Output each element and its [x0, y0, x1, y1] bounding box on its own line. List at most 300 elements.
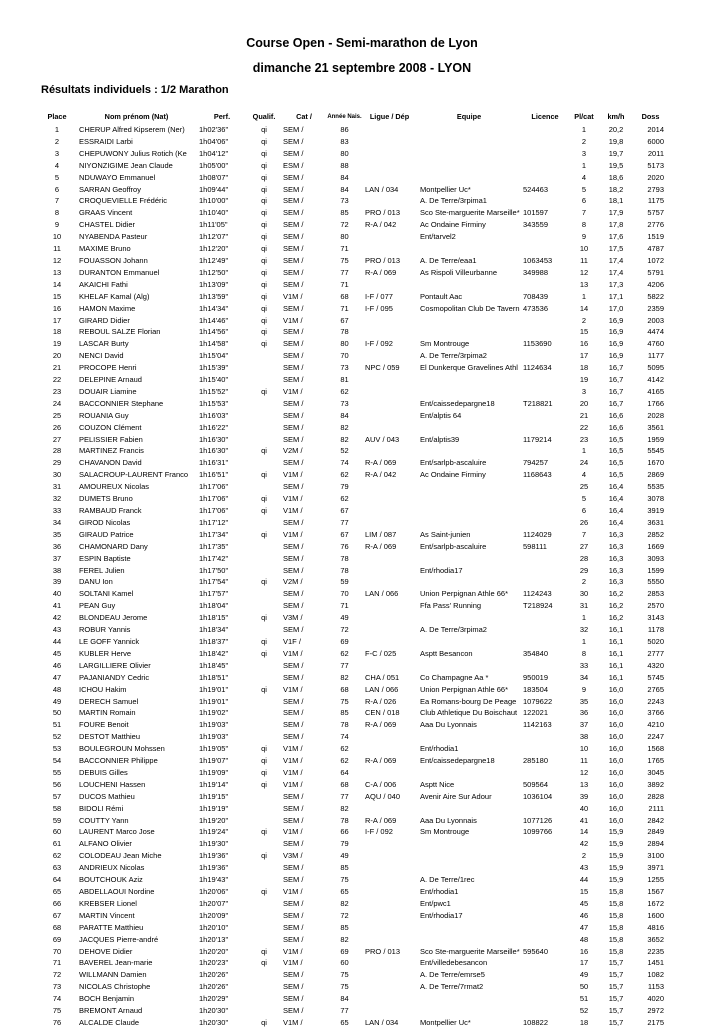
speed-cell: 16,2 — [608, 613, 624, 623]
qualif-cell: qi — [261, 1017, 267, 1027]
place-cell: 74 — [52, 994, 62, 1004]
team-cell: A. De Terre/1rec — [420, 875, 475, 885]
birth-year-cell: 75 — [340, 255, 349, 265]
place-cell: 37 — [52, 553, 62, 563]
birth-year-cell: 80 — [340, 148, 349, 158]
cat-cell: SEM / — [283, 803, 304, 813]
name-cell: NIYONZIGIME Jean Claude — [79, 160, 173, 170]
birth-year-cell: 67 — [340, 315, 349, 325]
licence-cell — [521, 445, 569, 457]
birth-year-cell: 67 — [340, 506, 349, 515]
perf-cell: 1h19'03" — [199, 720, 229, 730]
ligue-cell — [362, 898, 417, 910]
plcat-cell: 3 — [581, 386, 587, 396]
ligue-cell — [362, 231, 417, 243]
table-row — [38, 612, 668, 624]
cat-cell: SEM / — [283, 434, 304, 444]
qualif-cell — [247, 707, 281, 719]
col-header-ligue: Ligue / Dép — [369, 112, 410, 121]
speed-cell: 17,4 — [608, 255, 624, 265]
plcat-cell: 2 — [581, 577, 587, 587]
plcat-cell: 2 — [581, 851, 587, 861]
qualif-cell — [247, 624, 281, 636]
speed-cell: 15,7 — [608, 958, 624, 968]
licence-cell — [521, 279, 569, 291]
bib-cell: 5020 — [647, 636, 664, 646]
birth-year-cell: 77 — [340, 660, 349, 670]
perf-cell: 1h18'51" — [199, 672, 229, 682]
team-cell — [417, 767, 521, 779]
perf-cell: 1h17'06" — [199, 494, 229, 504]
speed-cell: 16,1 — [608, 660, 624, 670]
birth-year-cell: 71 — [340, 303, 349, 313]
speed-cell: 15,8 — [608, 910, 624, 920]
qualif-cell: qi — [261, 160, 267, 170]
speed-cell: 17,1 — [608, 291, 624, 301]
speed-cell: 16,0 — [608, 803, 624, 813]
birth-year-cell: 62 — [340, 494, 349, 504]
bib-cell: 2972 — [647, 1006, 664, 1016]
table-row — [38, 279, 668, 291]
name-cell: GIROD Nicolas — [79, 517, 131, 527]
col-header-name: Nom prénom (Nat) — [104, 112, 169, 121]
name-cell: SOLTANI Kamel — [79, 589, 134, 599]
birth-year-cell: 75 — [340, 875, 349, 885]
licence-cell: 598111 — [523, 541, 547, 551]
bib-cell: 2020 — [647, 172, 664, 182]
birth-year-cell: 85 — [340, 922, 349, 932]
bib-cell: 3919 — [647, 506, 664, 515]
team-cell — [417, 576, 521, 588]
speed-cell: 19,8 — [608, 136, 624, 146]
ligue-cell — [362, 398, 417, 410]
team-cell — [417, 1005, 521, 1017]
table-row — [38, 719, 668, 731]
plcat-cell: 25 — [579, 482, 589, 492]
speed-cell: 16,4 — [608, 506, 624, 515]
cat-cell: SEM / — [283, 589, 304, 599]
bib-cell: 3100 — [647, 851, 664, 861]
plcat-cell: 6 — [581, 506, 587, 515]
bib-cell: 1567 — [647, 887, 664, 896]
place-cell: 12 — [52, 255, 62, 265]
licence-cell — [521, 636, 569, 648]
name-cell: RAMBAUD Franck — [79, 506, 142, 515]
speed-cell: 16,1 — [608, 625, 624, 635]
speed-cell: 16,0 — [608, 791, 624, 801]
plcat-cell: 27 — [579, 541, 589, 551]
team-cell — [417, 660, 521, 672]
birth-year-cell: 83 — [340, 136, 349, 146]
team-cell: Ac Ondaine Firminy — [420, 220, 486, 230]
team-cell: El Dunkerque Gravelines Athl — [420, 363, 518, 373]
speed-cell: 16,2 — [608, 601, 624, 611]
perf-cell: 1h10'40" — [199, 208, 229, 218]
plcat-cell: 45 — [579, 898, 589, 908]
speed-cell: 18,6 — [608, 172, 624, 182]
qualif-cell — [247, 969, 281, 981]
team-cell: Asptt Besancon — [420, 648, 473, 658]
team-cell: Sco Ste-marguerite Marseille* — [420, 208, 520, 218]
perf-cell: 1h10'00" — [199, 196, 229, 206]
plcat-cell: 36 — [579, 708, 589, 718]
ligue-cell — [362, 743, 417, 755]
table-header-row — [38, 109, 668, 124]
cat-cell: SEM / — [283, 672, 304, 682]
table-row — [38, 1005, 668, 1017]
table-row — [38, 696, 668, 708]
plcat-cell: 28 — [579, 553, 589, 563]
name-cell: LE GOFF Yannick — [79, 636, 140, 646]
birth-year-cell: 60 — [340, 958, 349, 968]
place-cell: 26 — [52, 422, 62, 432]
ligue-cell — [362, 160, 417, 172]
perf-cell: 1h08'07" — [199, 172, 229, 182]
team-cell: Co Champagne Aa * — [420, 672, 489, 682]
cat-cell: SEM / — [283, 970, 304, 980]
bib-cell: 2828 — [647, 791, 664, 801]
cat-cell: SEM / — [283, 363, 304, 373]
plcat-cell: 7 — [581, 529, 587, 539]
qualif-cell — [247, 696, 281, 708]
table-row — [38, 1017, 668, 1029]
birth-year-cell: 64 — [340, 767, 349, 777]
section-heading: Résultats individuels : 1/2 Marathon — [41, 84, 229, 96]
perf-cell: 1h19'30" — [199, 839, 229, 849]
perf-cell: 1h20'26" — [199, 982, 229, 992]
speed-cell: 19,7 — [608, 148, 624, 158]
plcat-cell: 47 — [579, 922, 589, 932]
licence-cell: 524463 — [523, 184, 549, 194]
plcat-cell: 48 — [579, 934, 589, 944]
speed-cell: 15,7 — [608, 1006, 624, 1016]
licence-cell — [521, 172, 569, 184]
qualif-cell — [247, 981, 281, 993]
licence-cell — [521, 386, 569, 398]
team-cell: A. De Terre/7rmat2 — [420, 982, 484, 992]
table-row — [38, 874, 668, 886]
team-cell: Avenir Aire Sur Adour — [420, 791, 492, 801]
speed-cell: 16,0 — [608, 756, 624, 766]
bib-cell: 1959 — [647, 434, 664, 444]
perf-cell: 1h16'30" — [199, 434, 229, 444]
birth-year-cell: 82 — [340, 434, 349, 444]
birth-year-cell: 84 — [340, 172, 349, 182]
cat-cell: SEM / — [283, 148, 304, 158]
ligue-cell — [362, 326, 417, 338]
cat-cell: SEM / — [283, 208, 304, 218]
licence-cell — [521, 1005, 569, 1017]
table-row — [38, 886, 668, 898]
qualif-cell — [247, 934, 281, 946]
name-cell: DERECH Samuel — [79, 696, 139, 706]
table-row — [38, 374, 668, 386]
col-header-perf: Perf. — [213, 112, 231, 121]
qualif-cell — [247, 874, 281, 886]
perf-cell: 1h18'34" — [199, 625, 229, 635]
speed-cell: 16,3 — [608, 565, 624, 575]
place-cell: 21 — [52, 363, 62, 373]
bib-cell: 4787 — [647, 244, 664, 254]
place-cell: 30 — [52, 470, 62, 480]
speed-cell: 16,0 — [608, 732, 624, 742]
name-cell: PEAN Guy — [79, 601, 116, 611]
birth-year-cell: 49 — [340, 613, 349, 623]
licence-cell: 509564 — [523, 779, 549, 789]
name-cell: MARTIN Vincent — [79, 910, 135, 920]
ligue-cell: AUV / 043 — [365, 434, 400, 444]
ligue-cell — [362, 410, 417, 422]
place-cell: 71 — [52, 958, 62, 968]
bib-cell: 3766 — [647, 708, 664, 718]
table-row — [38, 350, 668, 362]
bib-cell: 2777 — [647, 648, 664, 658]
qualif-cell: qi — [261, 315, 267, 325]
plcat-cell: 9 — [581, 232, 587, 242]
plcat-cell: 13 — [579, 279, 589, 289]
place-cell: 41 — [52, 601, 62, 611]
plcat-cell: 16 — [579, 339, 589, 349]
qualif-cell: qi — [261, 744, 267, 754]
perf-cell: 1h12'20" — [199, 244, 229, 254]
perf-cell: 1h17'06" — [199, 506, 229, 515]
ligue-cell — [362, 969, 417, 981]
birth-year-cell: 73 — [340, 398, 349, 408]
team-cell: Ent/alptis 64 — [420, 410, 462, 420]
team-cell: Ent/caissedepargne18 — [420, 398, 495, 408]
plcat-cell: 42 — [579, 839, 589, 849]
bib-cell: 2111 — [648, 803, 664, 813]
ligue-cell — [362, 767, 417, 779]
team-cell — [417, 803, 521, 815]
qualif-cell — [247, 862, 281, 874]
ligue-cell — [362, 243, 417, 255]
licence-cell — [521, 838, 569, 850]
page-title: Course Open - Semi-marathon de Lyon — [246, 36, 478, 50]
perf-cell: 1h19'20" — [199, 815, 229, 825]
place-cell: 55 — [52, 767, 62, 777]
team-cell: Asptt Nice — [420, 779, 455, 789]
ligue-cell — [362, 612, 417, 624]
place-cell: 5 — [54, 172, 60, 182]
birth-year-cell: 71 — [340, 279, 349, 289]
perf-cell: 1h15'52" — [199, 386, 229, 396]
team-cell — [417, 934, 521, 946]
plcat-cell: 7 — [581, 208, 587, 218]
birth-year-cell: 78 — [340, 565, 349, 575]
name-cell: DUCOS Mathieu — [79, 791, 135, 801]
table-row — [38, 803, 668, 815]
place-cell: 45 — [52, 648, 62, 658]
name-cell: LOUCHENI Hassen — [79, 779, 146, 789]
ligue-cell: F-C / 025 — [365, 648, 397, 658]
cat-cell: SEM / — [283, 267, 304, 277]
team-cell — [417, 243, 521, 255]
bib-cell: 2235 — [647, 946, 664, 956]
cat-cell: SEM / — [283, 708, 304, 718]
place-cell: 63 — [52, 863, 62, 873]
place-cell: 70 — [52, 946, 62, 956]
birth-year-cell: 62 — [340, 648, 349, 658]
plcat-cell: 15 — [579, 887, 589, 896]
bib-cell: 2175 — [647, 1017, 664, 1027]
name-cell: PELISSIER Fabien — [79, 434, 143, 444]
licence-cell — [521, 136, 569, 148]
birth-year-cell: 67 — [340, 529, 349, 539]
licence-cell: 595640 — [523, 946, 549, 956]
name-cell: ESPIN Baptiste — [79, 553, 131, 563]
qualif-cell — [247, 565, 281, 577]
qualif-cell — [247, 719, 281, 731]
bib-cell: 1175 — [647, 196, 664, 206]
perf-cell: 1h20'06" — [199, 887, 229, 896]
ligue-cell: LAN / 066 — [365, 684, 399, 694]
ligue-cell — [362, 279, 417, 291]
bib-cell: 5757 — [647, 208, 664, 218]
bib-cell: 2765 — [647, 684, 664, 694]
table-row — [38, 457, 668, 469]
team-cell — [417, 636, 521, 648]
qualif-cell: qi — [261, 339, 267, 349]
table-row — [38, 386, 668, 398]
team-cell — [417, 315, 521, 327]
plcat-cell: 12 — [579, 267, 589, 277]
plcat-cell: 9 — [581, 684, 587, 694]
table-row — [38, 434, 668, 446]
place-cell: 28 — [52, 446, 62, 456]
licence-cell — [521, 565, 569, 577]
place-cell: 61 — [52, 839, 62, 849]
table-row — [38, 219, 668, 231]
place-cell: 36 — [52, 541, 62, 551]
plcat-cell: 19 — [579, 375, 589, 385]
bib-cell: 4816 — [647, 922, 664, 932]
cat-cell: SEM / — [283, 327, 304, 337]
speed-cell: 16,0 — [608, 779, 624, 789]
speed-cell: 15,7 — [608, 994, 624, 1004]
birth-year-cell: 68 — [340, 684, 349, 694]
plcat-cell: 1 — [581, 446, 587, 456]
team-cell: Ent/rhodia17 — [420, 565, 463, 575]
team-cell: Ent/sarlpb-ascaluire — [420, 541, 487, 551]
place-cell: 9 — [54, 220, 60, 230]
cat-cell: V3M / — [283, 851, 303, 861]
name-cell: PARATTE Matthieu — [79, 922, 144, 932]
place-cell: 2 — [54, 136, 60, 146]
birth-year-cell: 77 — [340, 1006, 349, 1016]
table-row — [38, 660, 668, 672]
plcat-cell: 2 — [581, 315, 587, 325]
qualif-cell: qi — [261, 529, 267, 539]
bib-cell: 2852 — [647, 529, 664, 539]
ligue-cell: R-A / 069 — [365, 815, 397, 825]
team-cell: Ent/tarvel2 — [420, 232, 456, 242]
bib-cell: 2776 — [647, 220, 664, 230]
team-cell: Ea Romans-bourg De Peage — [420, 696, 517, 706]
qualif-cell — [247, 350, 281, 362]
cat-cell: SEM / — [283, 601, 304, 611]
bib-cell: 4474 — [647, 327, 664, 337]
perf-cell: 1h02'36" — [199, 125, 229, 134]
ligue-cell: CEN / 018 — [365, 708, 400, 718]
cat-cell: V1F / — [283, 636, 301, 646]
birth-year-cell: 79 — [340, 839, 349, 849]
ligue-cell — [362, 886, 417, 898]
team-cell — [417, 136, 521, 148]
perf-cell: 1h16'22" — [199, 422, 229, 432]
perf-cell: 1h20'30" — [199, 1017, 229, 1027]
birth-year-cell: 71 — [340, 601, 349, 611]
plcat-cell: 1 — [581, 613, 587, 623]
birth-year-cell: 88 — [340, 160, 349, 170]
speed-cell: 17,9 — [608, 208, 624, 218]
licence-cell: 354840 — [523, 648, 549, 658]
team-cell — [417, 279, 521, 291]
table-row — [38, 707, 668, 719]
cat-cell: SEM / — [283, 660, 304, 670]
plcat-cell: 1 — [581, 636, 587, 646]
table-row — [38, 315, 668, 327]
name-cell: FEREL Julien — [79, 565, 125, 575]
ligue-cell — [362, 136, 417, 148]
name-cell: BLONDEAU Jerome — [79, 613, 148, 623]
plcat-cell: 18 — [579, 1017, 589, 1027]
bib-cell: 2243 — [647, 696, 664, 706]
plcat-cell: 8 — [581, 648, 587, 658]
perf-cell: 1h19'14" — [199, 779, 229, 789]
speed-cell: 15,8 — [608, 887, 624, 896]
bib-cell: 3971 — [647, 863, 664, 873]
birth-year-cell: 69 — [340, 946, 349, 956]
name-cell: NYABENDA Pasteur — [79, 232, 148, 242]
place-cell: 15 — [52, 291, 62, 301]
birth-year-cell: 72 — [340, 625, 349, 635]
plcat-cell: 33 — [579, 660, 589, 670]
perf-cell: 1h17'42" — [199, 553, 229, 563]
cat-cell: ESM / — [283, 160, 304, 170]
place-cell: 18 — [52, 327, 62, 337]
speed-cell: 15,7 — [608, 982, 624, 992]
place-cell: 49 — [52, 696, 62, 706]
ligue-cell — [362, 505, 417, 517]
ligue-cell: PRO / 013 — [365, 255, 401, 265]
bib-cell: 1766 — [647, 398, 664, 408]
name-cell: REBOUL SALZE Florian — [79, 327, 161, 337]
bib-cell: 6000 — [647, 136, 664, 146]
bib-cell: 5550 — [647, 577, 664, 587]
birth-year-cell: 68 — [340, 779, 349, 789]
bib-cell: 5791 — [647, 267, 664, 277]
perf-cell: 1h18'45" — [199, 660, 229, 670]
cat-cell: V1M / — [283, 291, 303, 301]
place-cell: 1 — [54, 125, 60, 134]
place-cell: 54 — [52, 756, 62, 766]
licence-cell: 285180 — [523, 756, 549, 766]
table-row — [38, 172, 668, 184]
cat-cell: SEM / — [283, 196, 304, 206]
team-cell: Ent/alptis39 — [420, 434, 460, 444]
plcat-cell: 17 — [579, 351, 589, 361]
table-row — [38, 624, 668, 636]
speed-cell: 15,9 — [608, 875, 624, 885]
cat-cell: SEM / — [283, 565, 304, 575]
place-cell: 58 — [52, 803, 62, 813]
ligue-cell: C-A / 006 — [365, 779, 397, 789]
name-cell: GIRARD Didier — [79, 315, 130, 325]
birth-year-cell: 62 — [340, 386, 349, 396]
name-cell: AMOUREUX Nicolas — [79, 482, 150, 492]
table-row — [38, 136, 668, 148]
